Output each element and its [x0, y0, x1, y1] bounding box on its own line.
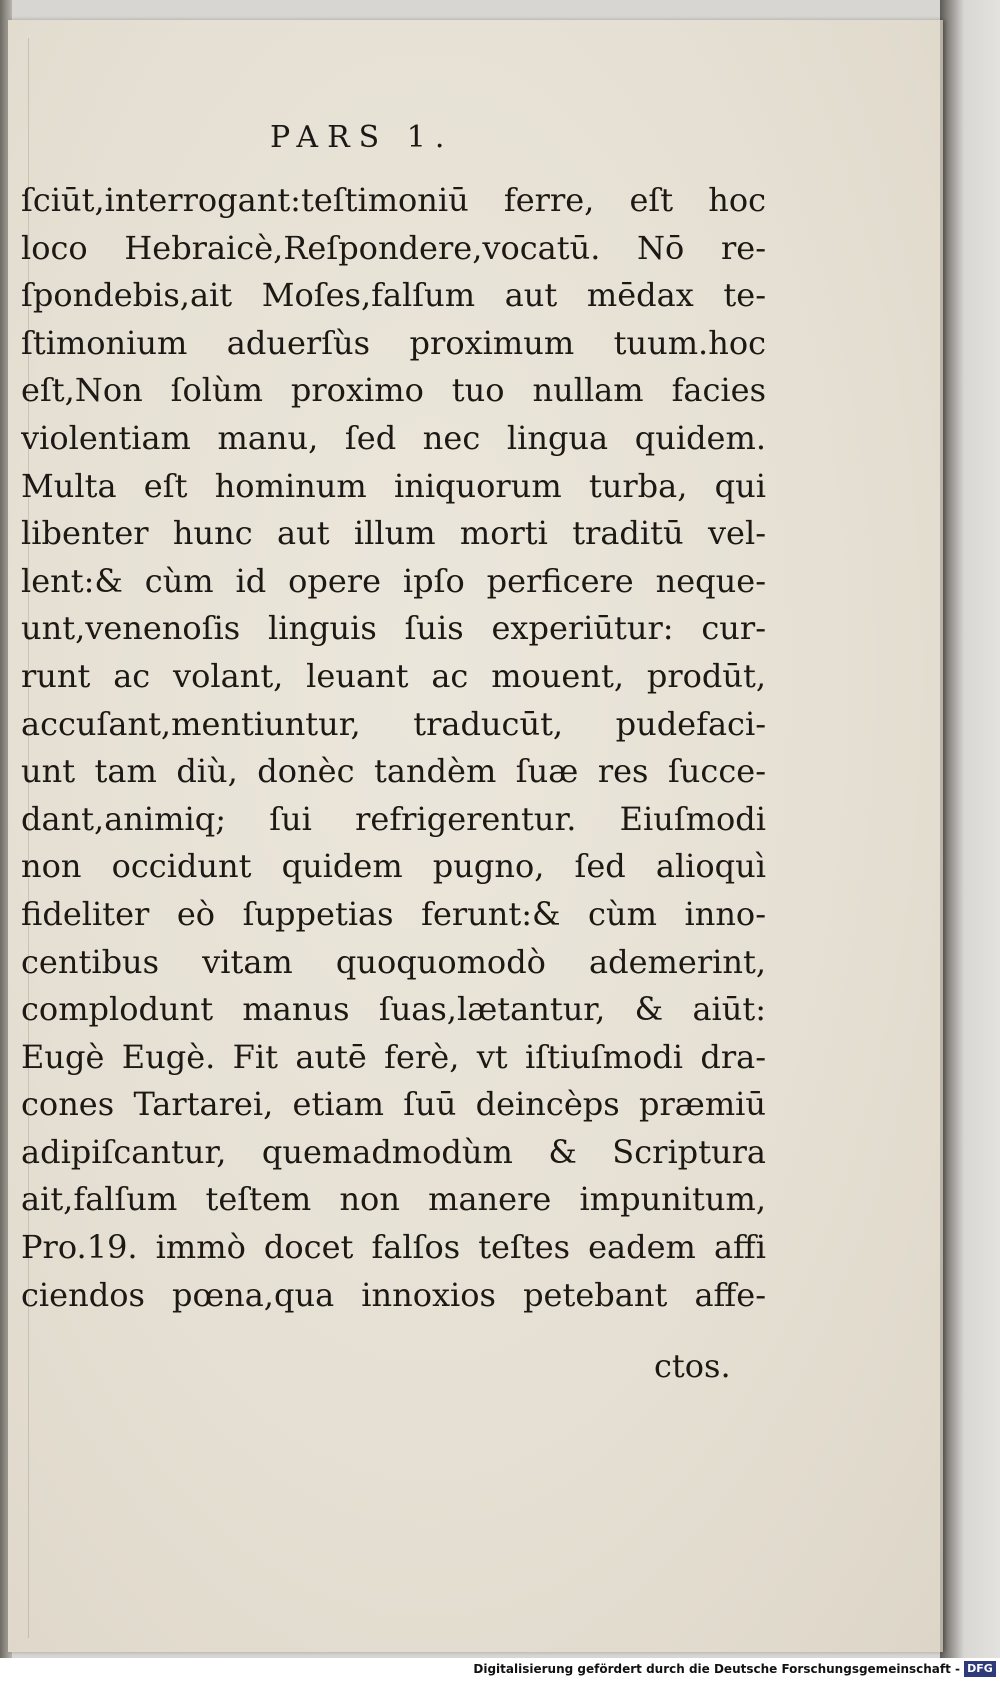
text-line: complodunt manus ſuas,lætantur, & aiūt: [21, 990, 766, 1029]
text-line: libenter hunc aut illum morti traditū vel- [21, 514, 766, 553]
text-line: loco Hebraicè,Reſpondere,vocatū. Nō re- [21, 228, 766, 267]
text-line: accuſant,mentiuntur, traducūt, pudefaci- [21, 704, 766, 743]
text-line: Pro.19. immò docet falſos teſtes eadem affi [21, 1228, 766, 1267]
text-block [21, 177, 766, 1319]
text-line: dant,animiq; ſui refrigerentur. Eiuſmodi [21, 799, 766, 838]
catchword: ctos. [654, 1347, 731, 1385]
text-line: ait,falſum teſtem non manere impunitum, [21, 1180, 766, 1219]
text-line: ciendos pœna,qua innoxios petebant affe- [21, 1275, 766, 1314]
text-line: ſtimonium aduerſùs proximum tuum.hoc [21, 323, 766, 362]
text-line: non occidunt quidem pugno, ſed alioquì [21, 847, 766, 886]
text-line: cones Tartarei, etiam ſuū deincèps præmiū [21, 1085, 766, 1124]
text-line: ſciūt,interrogant:teſtimoniū ferre, eſt hoc [21, 181, 766, 219]
text-line: adipiſcantur, quemadmodùm & Scriptura [21, 1132, 766, 1171]
text-line: lent:& cùm id opere ipſo perficere neque- [21, 561, 766, 600]
text-line: unt tam diù, donèc tandèm ſuæ res ſucce- [21, 752, 766, 791]
text-line: ſpondebis,ait Moſes,falſum aut mēdax te- [21, 276, 766, 315]
running-head: PARS 1. [270, 120, 454, 155]
dfg-logo-icon: DFG [964, 1661, 996, 1677]
text-line: runt ac volant, leuant ac mouent, prodūt, [21, 656, 766, 695]
text-line: Multa eſt hominum iniquorum turba, qui [21, 466, 766, 505]
text-line: centibus vitam quoquomodò ademerint, [21, 942, 766, 981]
scan-backdrop [940, 0, 1000, 1658]
book-page [8, 20, 943, 1652]
text-line: Eugè Eugè. Fit autē ferè, vt iſtiuſmodi dra- [21, 1037, 766, 1076]
text-line: unt,venenoſis linguis ſuis experiūtur: cur- [21, 609, 766, 648]
footer-bar [0, 1658, 1000, 1681]
text-line: fideliter eò ſuppetias ferunt:& cùm inno- [21, 894, 766, 933]
text-line: eſt,Non ſolùm proximo tuo nullam facies [21, 371, 766, 410]
funding-credit: Digitalisierung gefördert durch die Deutsche Forschungsgemeinschaft - [473, 1662, 960, 1676]
text-line: violentiam manu, ſed nec lingua quidem. [21, 418, 766, 457]
